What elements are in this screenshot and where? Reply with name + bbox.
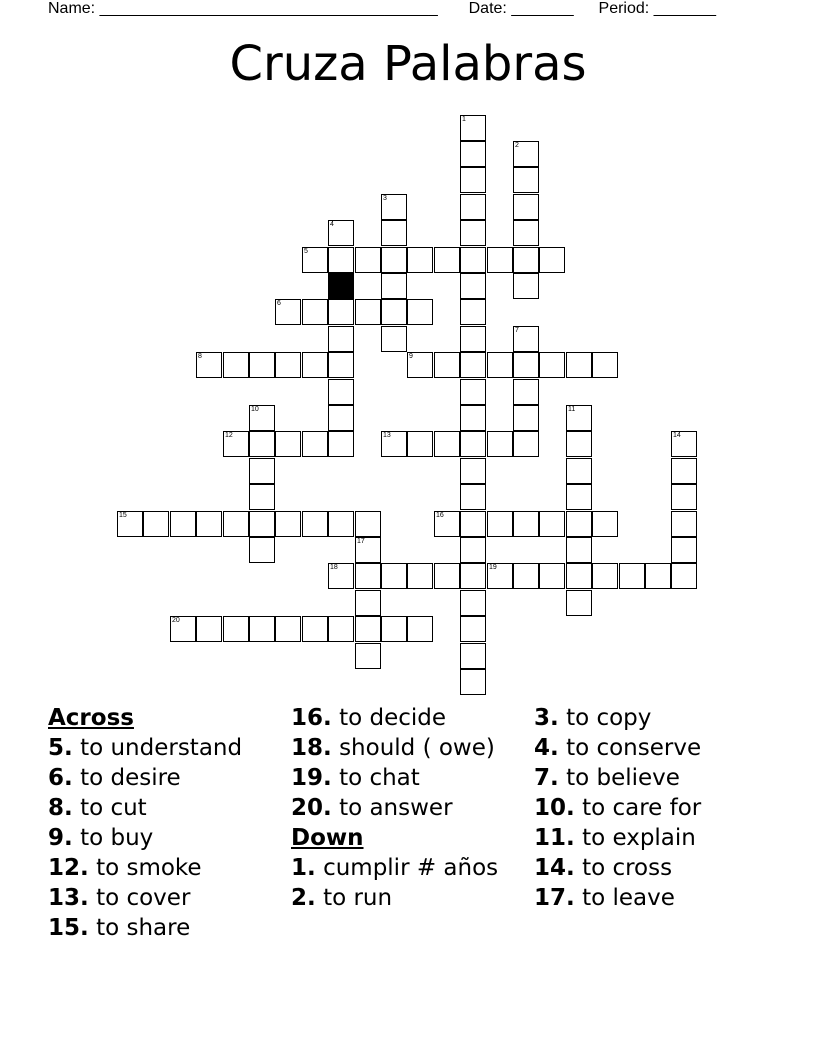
clue-item-text: to conserve: [566, 735, 702, 761]
grid-cell[interactable]: [355, 643, 381, 669]
grid-cell[interactable]: [328, 431, 354, 457]
clue-item: [534, 733, 764, 763]
grid-cell[interactable]: [460, 115, 486, 141]
grid-cell[interactable]: [513, 563, 539, 589]
clue-number: 4: [330, 221, 334, 228]
black-square: [328, 273, 354, 299]
clue-item-number: 8.: [48, 795, 73, 821]
grid-cell[interactable]: [381, 194, 407, 220]
grid-cell[interactable]: [275, 299, 301, 325]
grid-cell[interactable]: [566, 511, 592, 537]
grid-cell[interactable]: [460, 167, 486, 193]
grid-cell[interactable]: [487, 511, 513, 537]
clue-number: 19: [489, 564, 497, 571]
grid-cell[interactable]: [381, 326, 407, 352]
clue-item-number: 6.: [48, 765, 73, 791]
grid-cell[interactable]: [592, 352, 618, 378]
grid-cell[interactable]: [249, 484, 275, 510]
clue-item: [291, 703, 521, 733]
grid-cell[interactable]: [592, 563, 618, 589]
grid-cell[interactable]: [539, 352, 565, 378]
grid-cell[interactable]: [381, 299, 407, 325]
clue-item-number: 19.: [291, 765, 332, 791]
grid-cell[interactable]: [460, 405, 486, 431]
grid-cell[interactable]: [460, 511, 486, 537]
grid-cell[interactable]: [355, 511, 381, 537]
grid-cell[interactable]: [539, 247, 565, 273]
grid-cell[interactable]: [328, 616, 354, 642]
clue-item-number: 16.: [291, 705, 332, 731]
grid-cell[interactable]: [566, 563, 592, 589]
student-info-header: [48, 0, 716, 18]
clue-item-text: cumplir # años: [323, 855, 499, 881]
grid-cell[interactable]: [539, 563, 565, 589]
clue-item-number: 15.: [48, 915, 89, 941]
clue-item-text: to answer: [339, 795, 453, 821]
grid-cell[interactable]: [381, 273, 407, 299]
clue-item: [291, 853, 521, 883]
grid-cell[interactable]: [275, 511, 301, 537]
clue-column-3: [534, 703, 764, 913]
grid-cell[interactable]: [434, 511, 460, 537]
clue-number: 7: [515, 327, 519, 334]
clue-item: [48, 733, 278, 763]
clue-item: [534, 703, 764, 733]
grid-cell[interactable]: [170, 511, 196, 537]
clue-number: 1: [462, 116, 466, 123]
clue-item: [48, 823, 278, 853]
grid-cell[interactable]: [487, 431, 513, 457]
grid-cell[interactable]: [302, 431, 328, 457]
grid-cell[interactable]: [249, 352, 275, 378]
clue-number: 14: [673, 432, 681, 439]
down-heading: Down: [291, 825, 364, 851]
grid-cell[interactable]: [460, 537, 486, 563]
grid-cell[interactable]: [328, 405, 354, 431]
grid-cell[interactable]: [513, 247, 539, 273]
grid-cell[interactable]: [592, 511, 618, 537]
date-blank: _______: [511, 0, 574, 17]
grid-cell[interactable]: [328, 352, 354, 378]
grid-cell[interactable]: [513, 352, 539, 378]
grid-cell[interactable]: [275, 352, 301, 378]
name-blank: ______________________________________: [99, 0, 438, 17]
clue-item-text: to desire: [80, 765, 181, 791]
grid-cell[interactable]: [513, 379, 539, 405]
clue-column-1: [48, 703, 278, 943]
grid-cell[interactable]: [487, 247, 513, 273]
clue-column-2: [291, 703, 521, 913]
clue-item: [48, 853, 278, 883]
clue-item-number: 1.: [291, 855, 316, 881]
grid-cell[interactable]: [381, 247, 407, 273]
clue-item-text: to chat: [339, 765, 420, 791]
clue-number: 15: [119, 512, 127, 519]
grid-cell[interactable]: [328, 299, 354, 325]
grid-cell[interactable]: [275, 616, 301, 642]
clue-item-text: to explain: [582, 825, 696, 851]
grid-cell[interactable]: [355, 537, 381, 563]
grid-cell[interactable]: [513, 141, 539, 167]
clue-item-number: 14.: [534, 855, 575, 881]
grid-cell[interactable]: [381, 616, 407, 642]
clue-item: [48, 913, 278, 943]
clue-item: [48, 793, 278, 823]
clue-number: 20: [172, 617, 180, 624]
clue-item-number: 18.: [291, 735, 332, 761]
grid-cell[interactable]: [566, 484, 592, 510]
clue-item-text: to care for: [582, 795, 702, 821]
grid-cell[interactable]: [513, 431, 539, 457]
grid-cell[interactable]: [460, 352, 486, 378]
grid-cell[interactable]: [513, 167, 539, 193]
grid-cell[interactable]: [355, 247, 381, 273]
grid-cell[interactable]: [302, 352, 328, 378]
clue-number: 9: [409, 353, 413, 360]
grid-cell[interactable]: [302, 299, 328, 325]
grid-cell[interactable]: [223, 511, 249, 537]
grid-cell[interactable]: [275, 431, 301, 457]
grid-cell[interactable]: [460, 220, 486, 246]
clue-item: [291, 733, 521, 763]
grid-cell[interactable]: [539, 511, 565, 537]
grid-cell[interactable]: [671, 511, 697, 537]
grid-cell[interactable]: [671, 431, 697, 457]
clue-number: 6: [277, 300, 281, 307]
grid-cell[interactable]: [302, 247, 328, 273]
clue-number: 2: [515, 142, 519, 149]
grid-cell[interactable]: [302, 511, 328, 537]
clue-number: 10: [251, 406, 259, 413]
clue-number: 3: [383, 195, 387, 202]
clue-item-text: to believe: [566, 765, 680, 791]
grid-cell[interactable]: [566, 352, 592, 378]
clue-item-number: 13.: [48, 885, 89, 911]
grid-cell[interactable]: [407, 299, 433, 325]
grid-cell[interactable]: [460, 484, 486, 510]
grid-cell[interactable]: [223, 352, 249, 378]
clue-item-text: to cut: [80, 795, 147, 821]
grid-cell[interactable]: [328, 511, 354, 537]
clue-item-number: 3.: [534, 705, 559, 731]
clue-number: 5: [304, 248, 308, 255]
across-heading: Across: [48, 705, 134, 731]
clue-item-text: to share: [96, 915, 191, 941]
grid-cell[interactable]: [513, 511, 539, 537]
grid-cell[interactable]: [566, 431, 592, 457]
page-title: Cruza Palabras: [229, 36, 587, 92]
clue-item: [534, 763, 764, 793]
clue-item-text: to copy: [566, 705, 652, 731]
clue-item: [291, 883, 521, 913]
grid-cell[interactable]: [355, 616, 381, 642]
grid-cell[interactable]: [223, 616, 249, 642]
clue-item-number: 11.: [534, 825, 575, 851]
grid-cell[interactable]: [434, 352, 460, 378]
clue-item-text: to cover: [96, 885, 191, 911]
clue-item: [534, 883, 764, 913]
grid-cell[interactable]: [407, 431, 433, 457]
clue-item-text: to run: [323, 885, 393, 911]
clue-item: [48, 763, 278, 793]
clue-item-text: to understand: [80, 735, 243, 761]
grid-cell[interactable]: [328, 326, 354, 352]
clue-item-number: 10.: [534, 795, 575, 821]
grid-cell[interactable]: [170, 616, 196, 642]
grid-cell[interactable]: [460, 563, 486, 589]
clue-item-number: 17.: [534, 885, 575, 911]
grid-cell[interactable]: [249, 431, 275, 457]
clue-number: 12: [225, 432, 233, 439]
grid-cell[interactable]: [645, 563, 671, 589]
grid-cell[interactable]: [407, 247, 433, 273]
grid-cell[interactable]: [434, 431, 460, 457]
grid-cell[interactable]: [619, 563, 645, 589]
grid-cell[interactable]: [434, 247, 460, 273]
grid-cell[interactable]: [671, 563, 697, 589]
grid-cell[interactable]: [460, 273, 486, 299]
grid-cell[interactable]: [407, 352, 433, 378]
clue-item-text: to smoke: [96, 855, 202, 881]
clue-item: [534, 823, 764, 853]
grid-cell[interactable]: [355, 563, 381, 589]
grid-cell[interactable]: [328, 247, 354, 273]
grid-cell[interactable]: [460, 194, 486, 220]
date-label: Date:: [468, 0, 507, 17]
grid-cell[interactable]: [381, 431, 407, 457]
grid-cell[interactable]: [249, 458, 275, 484]
grid-cell[interactable]: [460, 643, 486, 669]
clue-item-text: to buy: [80, 825, 154, 851]
grid-cell[interactable]: [249, 537, 275, 563]
grid-cell[interactable]: [328, 379, 354, 405]
grid-cell[interactable]: [196, 616, 222, 642]
grid-cell[interactable]: [513, 405, 539, 431]
grid-cell[interactable]: [381, 563, 407, 589]
clue-item-number: 4.: [534, 735, 559, 761]
grid-cell[interactable]: [249, 616, 275, 642]
period-blank: _______: [653, 0, 716, 17]
grid-cell[interactable]: [513, 194, 539, 220]
clue-item: [48, 883, 278, 913]
grid-cell[interactable]: [249, 511, 275, 537]
clue-item-text: should ( owe): [339, 735, 495, 761]
grid-cell[interactable]: [566, 590, 592, 616]
grid-cell[interactable]: [460, 141, 486, 167]
clue-item-number: 2.: [291, 885, 316, 911]
clue-item: [534, 793, 764, 823]
grid-cell[interactable]: [117, 511, 143, 537]
grid-cell[interactable]: [671, 537, 697, 563]
grid-cell[interactable]: [513, 326, 539, 352]
clue-item-text: to decide: [339, 705, 446, 731]
grid-cell[interactable]: [355, 590, 381, 616]
clue-number: 13: [383, 432, 391, 439]
clue-item-number: 20.: [291, 795, 332, 821]
grid-cell[interactable]: [671, 484, 697, 510]
grid-cell[interactable]: [302, 616, 328, 642]
grid-cell[interactable]: [460, 326, 486, 352]
clue-item-number: 5.: [48, 735, 73, 761]
grid-cell[interactable]: [196, 352, 222, 378]
grid-cell[interactable]: [487, 352, 513, 378]
clue-number: 11: [568, 406, 576, 413]
clue-number: 18: [330, 564, 338, 571]
grid-cell[interactable]: [460, 247, 486, 273]
clue-item-number: 9.: [48, 825, 73, 851]
grid-cell[interactable]: [566, 537, 592, 563]
grid-cell[interactable]: [196, 511, 222, 537]
grid-cell[interactable]: [460, 299, 486, 325]
grid-cell[interactable]: [223, 431, 249, 457]
grid-cell[interactable]: [328, 220, 354, 246]
clue-item-number: 12.: [48, 855, 89, 881]
clue-item: [291, 793, 521, 823]
clue-item: [534, 853, 764, 883]
clue-number: 16: [436, 512, 444, 519]
grid-cell[interactable]: [460, 458, 486, 484]
grid-cell[interactable]: [460, 431, 486, 457]
grid-cell[interactable]: [460, 379, 486, 405]
grid-cell[interactable]: [460, 590, 486, 616]
clue-item: [291, 763, 521, 793]
grid-cell[interactable]: [671, 458, 697, 484]
period-label: Period:: [598, 0, 650, 17]
clue-item-number: 7.: [534, 765, 559, 791]
clue-number: 17: [357, 538, 365, 545]
grid-cell[interactable]: [143, 511, 169, 537]
grid-cell[interactable]: [328, 563, 354, 589]
grid-cell[interactable]: [381, 220, 407, 246]
grid-cell[interactable]: [407, 563, 433, 589]
clue-item-text: to leave: [582, 885, 675, 911]
name-label: Name:: [48, 0, 96, 17]
grid-cell[interactable]: [355, 299, 381, 325]
grid-cell[interactable]: [513, 273, 539, 299]
clue-item-text: to cross: [582, 855, 673, 881]
grid-cell[interactable]: [249, 405, 275, 431]
grid-cell[interactable]: [487, 563, 513, 589]
grid-cell[interactable]: [407, 616, 433, 642]
grid-cell[interactable]: [434, 563, 460, 589]
grid-cell[interactable]: [566, 405, 592, 431]
grid-cell[interactable]: [566, 458, 592, 484]
clue-number: 8: [198, 353, 202, 360]
grid-cell[interactable]: [460, 669, 486, 695]
grid-cell[interactable]: [460, 616, 486, 642]
grid-cell[interactable]: [513, 220, 539, 246]
